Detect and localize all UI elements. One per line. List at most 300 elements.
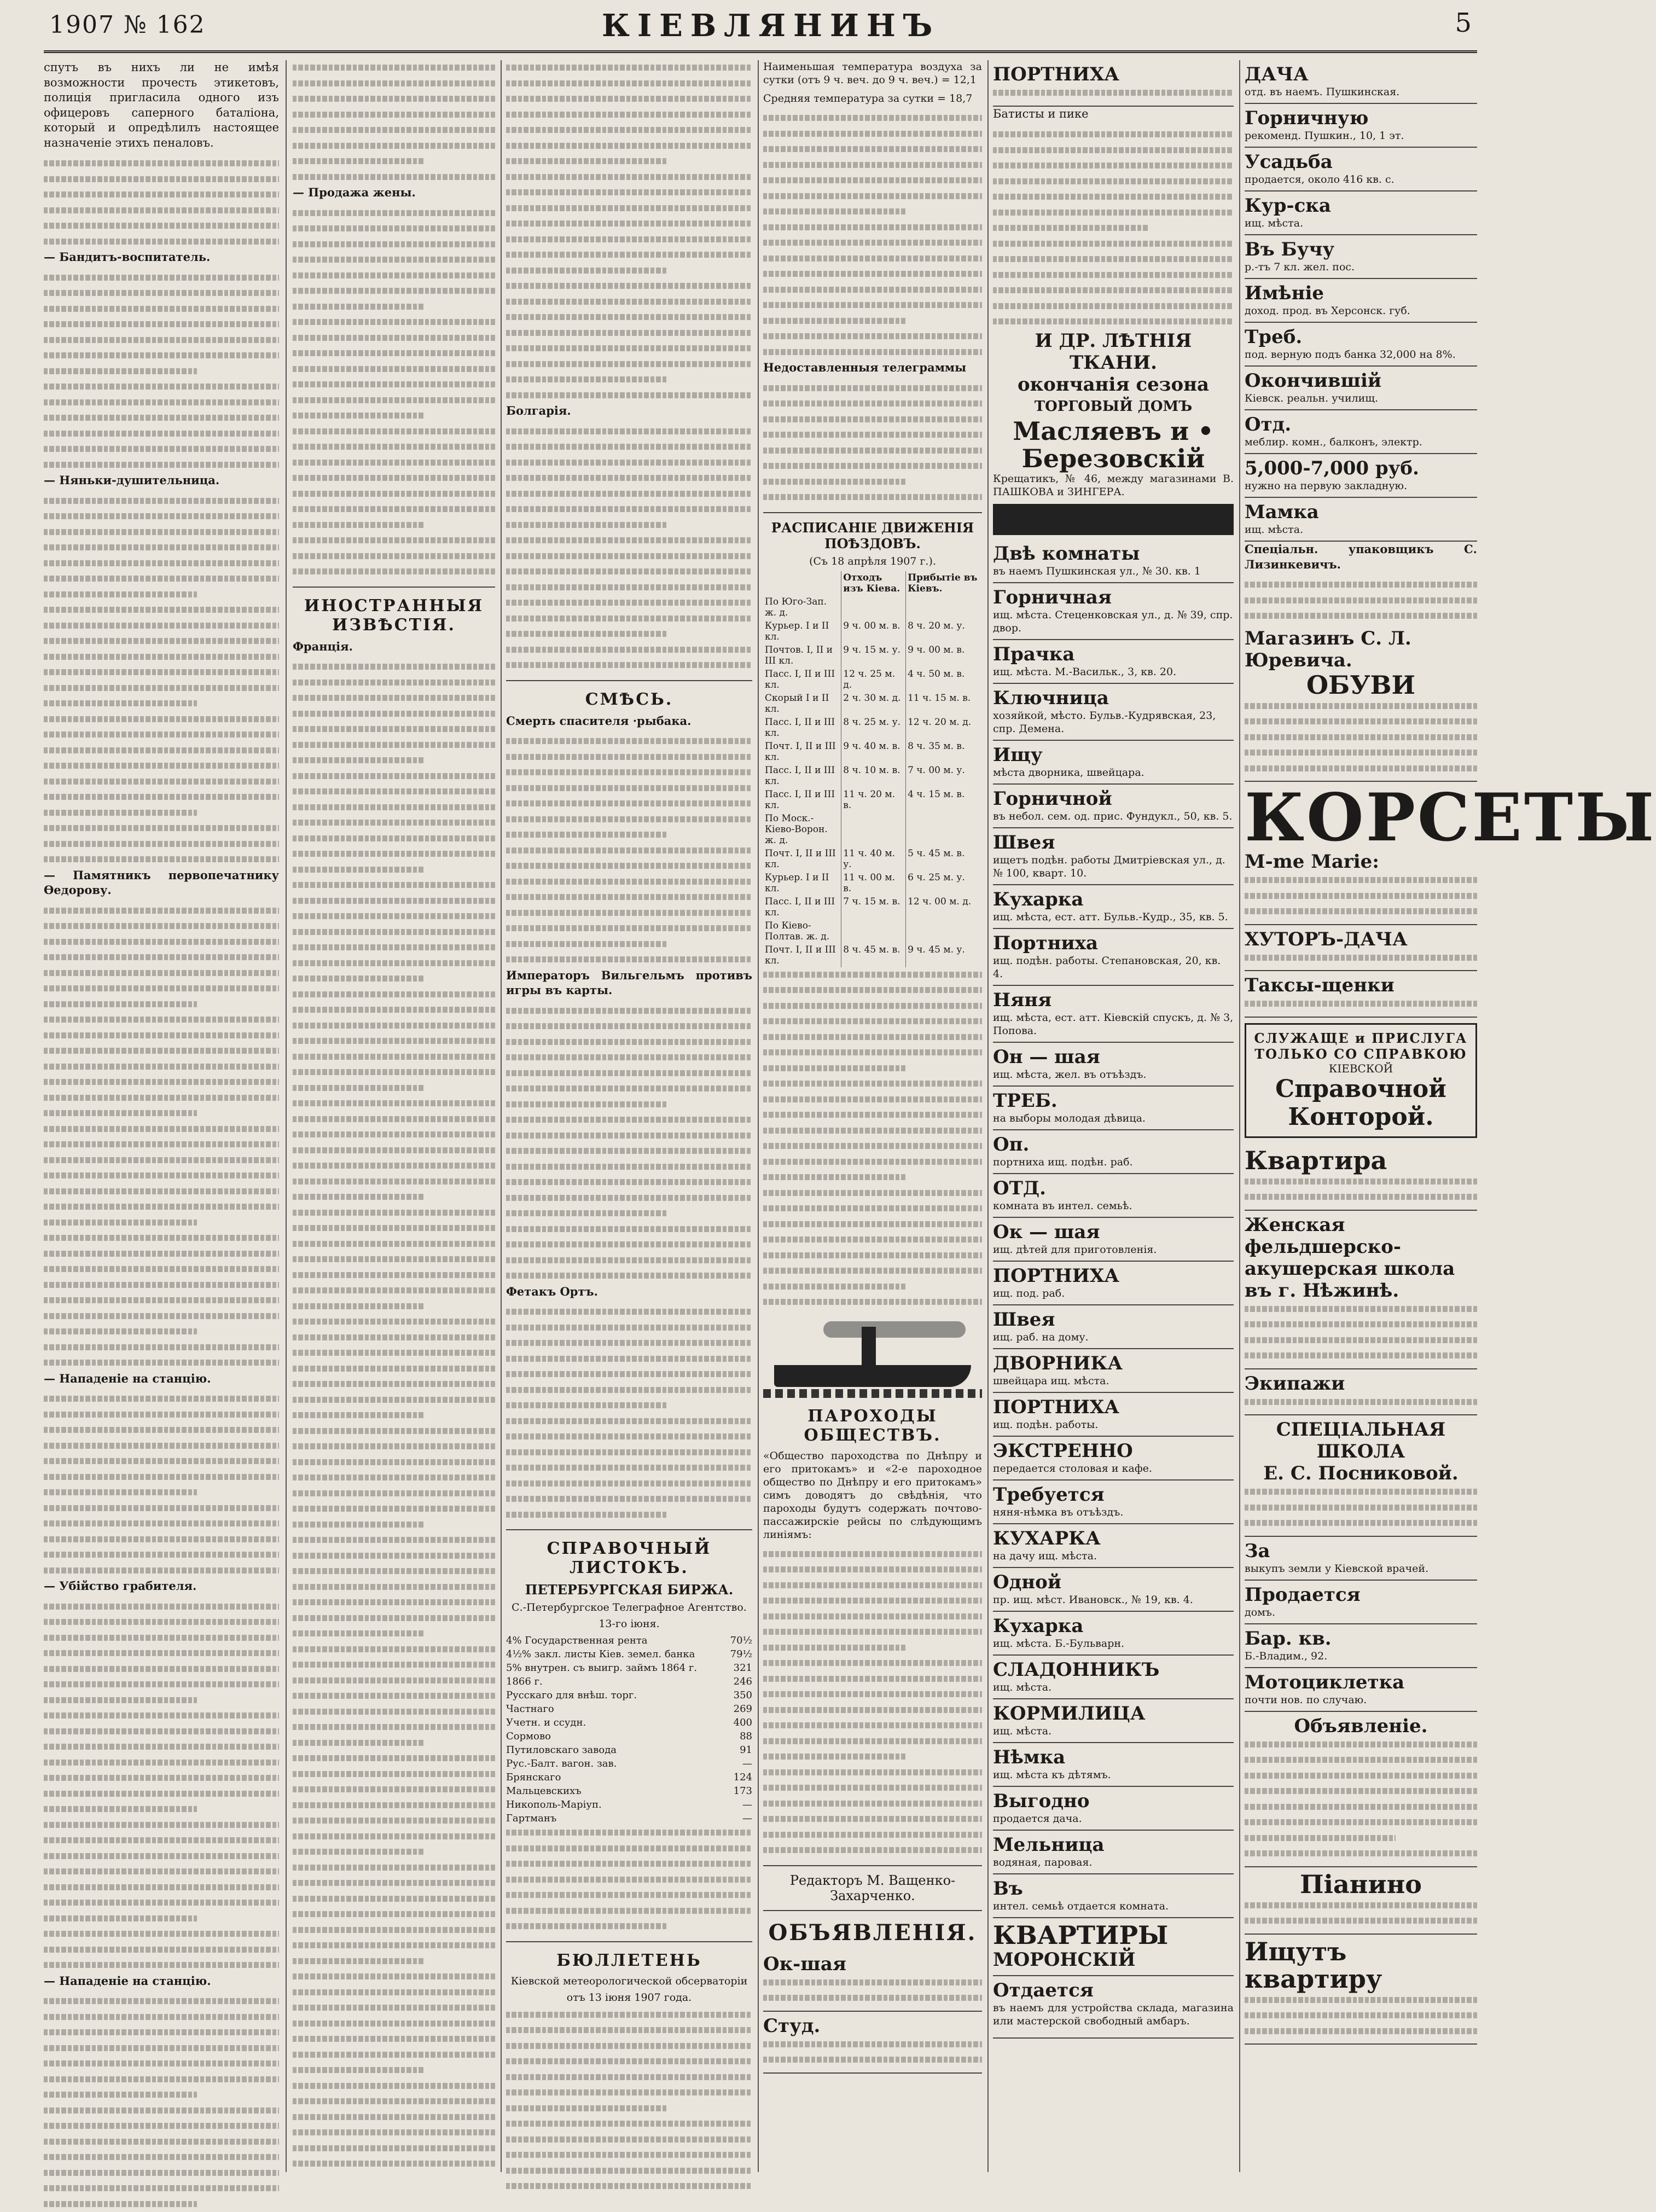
text-line bbox=[506, 1398, 752, 1414]
timetable-cell: 9 ч. 40 м. в. bbox=[841, 740, 906, 764]
classified-ad bbox=[993, 1437, 1234, 1481]
ad-text: швейцара ищ. мѣста. bbox=[993, 1374, 1234, 1387]
stock-row bbox=[506, 1743, 752, 1757]
text-line bbox=[44, 156, 279, 172]
text-line bbox=[763, 251, 982, 267]
text-line bbox=[44, 919, 279, 934]
classified-ad bbox=[993, 539, 1234, 583]
ad-list bbox=[1245, 1537, 1477, 1712]
ad-title: Бар. кв. bbox=[1245, 1628, 1477, 1650]
text-line bbox=[44, 852, 279, 868]
section-heading: СМѢСЬ. bbox=[506, 690, 752, 709]
text-line bbox=[763, 1593, 982, 1609]
service-line: Справочной Конторой. bbox=[1252, 1075, 1470, 1131]
classified-ad bbox=[1245, 148, 1477, 191]
text-line bbox=[44, 2056, 279, 2072]
text-line bbox=[993, 158, 1234, 174]
text-line bbox=[293, 518, 495, 533]
timetable-cell bbox=[906, 919, 982, 943]
text-line bbox=[763, 235, 982, 251]
meteo-date: отъ 13 іюня 1907 года. bbox=[506, 1991, 752, 2004]
text-line bbox=[506, 1919, 752, 1935]
ad-title: Студ. bbox=[763, 2015, 982, 2037]
text-line bbox=[44, 426, 279, 442]
text-line bbox=[293, 1923, 495, 1938]
classified-ad bbox=[1245, 1624, 1477, 1668]
text-line bbox=[44, 1599, 279, 1615]
section-rule bbox=[293, 587, 495, 588]
ad-text: интел. семьѣ отдается комната. bbox=[993, 1900, 1234, 1913]
timetable-cell bbox=[906, 595, 982, 619]
ad-text: под. верную подъ банка 32,000 на 8%. bbox=[1245, 348, 1477, 361]
article-heading: Императоръ Вильгельмъ противъ игры въ карты. bbox=[506, 968, 752, 998]
ads-column-5 bbox=[993, 60, 1234, 2172]
text-line bbox=[506, 2116, 752, 2132]
text-line bbox=[44, 1615, 279, 1630]
text-line bbox=[763, 474, 982, 490]
timetable-row bbox=[763, 919, 982, 943]
text-line bbox=[293, 753, 495, 769]
text-line bbox=[506, 1268, 752, 1284]
text-line bbox=[993, 283, 1234, 299]
text-line bbox=[293, 1720, 495, 1735]
stock-name: 4% Государственная рента bbox=[506, 1634, 648, 1647]
ad-title: Горничную bbox=[1245, 107, 1477, 129]
ad-title: За bbox=[1245, 1540, 1477, 1562]
ad-text: мѣста дворника, швейцара. bbox=[993, 766, 1234, 779]
timetable-cell: 11 ч. 20 м. в. bbox=[841, 788, 906, 812]
text-line bbox=[293, 1486, 495, 1502]
ad-title: КОРСЕТЫ bbox=[1245, 785, 1477, 851]
text-line bbox=[763, 1687, 982, 1703]
ad-title: Таксы-щенки bbox=[1245, 974, 1477, 996]
column-divider bbox=[987, 60, 989, 2172]
text-line bbox=[293, 154, 495, 170]
classified-ad bbox=[1245, 1668, 1477, 1712]
text-line bbox=[1245, 745, 1477, 761]
timetable-cell: Почт. I, II и III кл. bbox=[763, 943, 841, 967]
section-rule bbox=[506, 1941, 752, 1942]
text-line bbox=[506, 1019, 752, 1035]
timetable-cell: 5 ч. 45 м. в. bbox=[906, 847, 982, 871]
stock-row bbox=[506, 1784, 752, 1798]
newspaper-title: КІЕВЛЯНИНЪ bbox=[602, 8, 940, 44]
stock-name: Никополь-Маріуп. bbox=[506, 1798, 602, 1812]
text-line bbox=[763, 1186, 982, 1201]
text-line bbox=[44, 1942, 279, 1958]
text-line bbox=[293, 2063, 495, 2079]
text-line bbox=[293, 1673, 495, 1689]
ad-title: СПЕЦІАЛЬНАЯ ШКОЛА bbox=[1245, 1419, 1477, 1462]
ad-title: 5,000-7,000 руб. bbox=[1245, 457, 1477, 479]
text-line bbox=[763, 1671, 982, 1687]
classified-ad bbox=[993, 1568, 1234, 1612]
text-line bbox=[293, 1517, 495, 1533]
article-text: спутъ въ нихъ ли не имѣя возможности прочесть этикетовъ, полиція пригласила одного изъ офицеровъ саперного баталіона, который и опредѣлилъ настоящее назначеніе этихъ пеналовъ. bbox=[44, 60, 279, 150]
section-heading: СПРАВОЧНЫЙ ЛИСТОКЪ. bbox=[506, 1539, 752, 1577]
text-line bbox=[763, 2037, 982, 2053]
text-line bbox=[44, 556, 279, 572]
text-line bbox=[293, 1392, 495, 1408]
stock-row bbox=[506, 1812, 752, 1825]
text-line bbox=[44, 317, 279, 333]
text-line bbox=[293, 283, 495, 299]
ad-text: ищетъ подѣн. работы Дмитріевская ул., д. № 100, кварт. 10. bbox=[993, 854, 1234, 880]
text-block bbox=[1245, 1898, 1477, 1929]
text-line bbox=[293, 1314, 495, 1330]
timetable-cell: Пасс. I, II и III кл. bbox=[763, 895, 841, 919]
text-line bbox=[506, 357, 752, 373]
text-line bbox=[293, 1299, 495, 1315]
text-line bbox=[44, 2041, 279, 2057]
stock-name: Брянскаго bbox=[506, 1770, 561, 1784]
text-line bbox=[506, 1191, 752, 1206]
timetable-row bbox=[763, 643, 982, 667]
text-line bbox=[506, 424, 752, 440]
text-line bbox=[1245, 1846, 1477, 1862]
text-line bbox=[293, 1283, 495, 1299]
ad-title: Окончившій bbox=[1245, 370, 1477, 392]
ad-title: Квартира bbox=[1245, 1147, 1477, 1174]
country-heading: Франція. bbox=[293, 639, 495, 654]
text-line bbox=[44, 2087, 279, 2103]
text-line bbox=[293, 1174, 495, 1190]
header-rule bbox=[44, 50, 1477, 53]
text-line bbox=[44, 2010, 279, 2025]
text-line bbox=[293, 315, 495, 330]
agency-name: С.-Петербургское Телеграфное Агентство. bbox=[506, 1601, 752, 1614]
text-line bbox=[506, 2163, 752, 2179]
text-line bbox=[506, 1841, 752, 1857]
text-line bbox=[763, 458, 982, 474]
text-line bbox=[506, 858, 752, 874]
text-line bbox=[44, 2165, 279, 2181]
text-block bbox=[1245, 1993, 1477, 2040]
ad-title: КВАРТИРЫ bbox=[993, 1921, 1234, 1949]
text-line bbox=[44, 1786, 279, 1802]
text-line bbox=[44, 587, 279, 603]
text-line bbox=[293, 1034, 495, 1049]
text-line bbox=[293, 2141, 495, 2157]
text-line bbox=[293, 1189, 495, 1205]
text-line bbox=[506, 595, 752, 611]
ad-text: ищ. подѣн. работы. Степановская, 20, кв. 4. bbox=[993, 954, 1234, 980]
timetable-cell bbox=[841, 919, 906, 943]
text-line bbox=[1245, 1799, 1477, 1815]
text-line bbox=[1245, 2008, 1477, 2024]
classified-ad bbox=[993, 1262, 1234, 1305]
text-line bbox=[993, 127, 1234, 143]
text-line bbox=[293, 1049, 495, 1065]
ad-text: въ небол. сем. од. прис. Фундукл., 50, кв. 5. bbox=[993, 810, 1234, 823]
text-line bbox=[763, 204, 982, 220]
text-line bbox=[763, 1765, 982, 1781]
text-line bbox=[506, 1872, 752, 1888]
text-line bbox=[1245, 1898, 1477, 1914]
text-line bbox=[293, 2000, 495, 2016]
classified-ad bbox=[993, 583, 1234, 640]
text-line bbox=[506, 2023, 752, 2039]
text-line bbox=[293, 784, 495, 800]
text-line bbox=[293, 1345, 495, 1361]
article-heading: Недоставленныя телеграммы bbox=[763, 360, 982, 375]
ad-text: въ наемъ для устройства склада, магазина или мастерской свободный амбаръ. bbox=[993, 2001, 1234, 2028]
text-line bbox=[44, 1864, 279, 1880]
text-line bbox=[1245, 761, 1477, 777]
ad-address: Крещатикъ, № 46, между магазинами В. ПАШКОВА и ЗИНГЕРА. bbox=[993, 472, 1234, 498]
text-block bbox=[1245, 699, 1477, 777]
text-line bbox=[506, 278, 752, 294]
text-line bbox=[44, 981, 279, 997]
text-line bbox=[1245, 1317, 1477, 1333]
ad-text: ищ. мѣста. Б.-Бульварн. bbox=[993, 1637, 1234, 1650]
text-line bbox=[1245, 1302, 1477, 1317]
text-line bbox=[44, 1012, 279, 1028]
stock-row bbox=[506, 1770, 752, 1784]
text-line bbox=[293, 815, 495, 831]
timetable-cell: 11 ч. 40 м. у. bbox=[841, 847, 906, 871]
text-line bbox=[44, 1075, 279, 1090]
stock-value: 70½ bbox=[730, 1634, 752, 1647]
classified-ad bbox=[1245, 498, 1477, 542]
text-line bbox=[293, 138, 495, 154]
text-block bbox=[1245, 577, 1477, 624]
ad-title: ДВОРНИКА bbox=[993, 1352, 1234, 1374]
text-line bbox=[293, 221, 495, 237]
ad-text: ищ. раб. на дому. bbox=[993, 1331, 1234, 1344]
text-line bbox=[1245, 1993, 1477, 2008]
text-line bbox=[44, 1563, 279, 1579]
timetable-cell: 9 ч. 00 м. в. bbox=[841, 619, 906, 643]
text-line bbox=[293, 439, 495, 455]
text-line bbox=[44, 1454, 279, 1470]
text-line bbox=[506, 812, 752, 828]
text-line bbox=[293, 1424, 495, 1439]
timetable-row bbox=[763, 895, 982, 919]
text-line bbox=[293, 362, 495, 378]
text-line bbox=[44, 348, 279, 364]
text-line bbox=[293, 971, 495, 987]
text-line bbox=[44, 1630, 279, 1646]
text-line bbox=[506, 1143, 752, 1159]
ad-title: Усадьба bbox=[1245, 151, 1477, 173]
text-block bbox=[763, 2037, 982, 2068]
text-line bbox=[763, 1656, 982, 1671]
text-line bbox=[763, 1248, 982, 1264]
text-line bbox=[293, 1844, 495, 1860]
text-block bbox=[763, 381, 982, 506]
text-line bbox=[1245, 1484, 1477, 1500]
text-line bbox=[44, 1355, 279, 1371]
text-line bbox=[293, 1985, 495, 2001]
ad-title: Требуется bbox=[993, 1484, 1234, 1506]
ad-text: доход. прод. въ Херсонск. губ. bbox=[1245, 304, 1477, 317]
text-line bbox=[44, 1724, 279, 1740]
timetable-row bbox=[763, 692, 982, 716]
text-line bbox=[506, 388, 752, 404]
bourse-date: 13-го іюня. bbox=[506, 1617, 752, 1630]
text-line bbox=[293, 2125, 495, 2141]
ad-title: Спеціальн. упаковщикъ С. Лизинкевичъ. bbox=[1245, 542, 1477, 572]
classified-ad bbox=[993, 741, 1234, 785]
text-line bbox=[293, 690, 495, 706]
text-line bbox=[44, 1059, 279, 1075]
ad-title: КОРМИЛИЦА bbox=[993, 1703, 1234, 1725]
timetable-cell: 6 ч. 25 м. у. bbox=[906, 871, 982, 895]
text-line bbox=[763, 1294, 982, 1310]
text-line bbox=[506, 549, 752, 565]
text-line bbox=[506, 263, 752, 279]
text-line bbox=[293, 1595, 495, 1611]
text-line bbox=[293, 940, 495, 956]
page-number: 5 bbox=[1455, 8, 1472, 38]
timetable-row bbox=[763, 740, 982, 764]
classified-ad bbox=[993, 785, 1234, 828]
text-line bbox=[506, 1445, 752, 1461]
text-line bbox=[293, 1751, 495, 1767]
text-line bbox=[44, 774, 279, 790]
text-line bbox=[293, 346, 495, 362]
text-line bbox=[763, 1624, 982, 1640]
ad-title: Треб. bbox=[1245, 326, 1477, 348]
text-block bbox=[44, 1391, 279, 1578]
stock-name: Путиловскаго завода bbox=[506, 1743, 617, 1757]
text-line bbox=[506, 765, 752, 781]
timetable-cell: 9 ч. 45 м. у. bbox=[906, 943, 982, 967]
text-line bbox=[506, 1066, 752, 1082]
ad-text: водяная, паровая. bbox=[993, 1856, 1234, 1869]
text-line bbox=[293, 1626, 495, 1642]
text-line bbox=[506, 247, 752, 263]
text-line bbox=[44, 634, 279, 649]
text-line bbox=[293, 486, 495, 502]
ad-title: Въ bbox=[993, 1878, 1234, 1900]
text-line bbox=[44, 758, 279, 774]
text-block bbox=[1245, 1302, 1477, 1364]
ad-title: Двѣ комнаты bbox=[993, 543, 1234, 565]
text-block bbox=[44, 494, 279, 868]
section-heading: ИНОСТРАННЫЯ ИЗВѢСТІЯ. bbox=[293, 596, 495, 635]
ad-text: ищ. мѣста, жел. въ отъѣздъ. bbox=[993, 1068, 1234, 1081]
text-line bbox=[44, 821, 279, 837]
text-line bbox=[44, 1262, 279, 1278]
ad-text: хозяйкой, мѣсто. Бульв.-Кудрявская, 23, спр. Демена. bbox=[993, 709, 1234, 735]
text-line bbox=[293, 2016, 495, 2032]
text-line bbox=[293, 1081, 495, 1096]
classified-ad bbox=[1245, 60, 1477, 104]
text-line bbox=[44, 301, 279, 317]
text-line bbox=[763, 1123, 982, 1139]
ad-title: Нѣмка bbox=[993, 1746, 1234, 1768]
text-line bbox=[763, 173, 982, 189]
text-line bbox=[293, 1876, 495, 1891]
text-line bbox=[293, 1704, 495, 1720]
text-line bbox=[293, 1611, 495, 1627]
steamers-heading: ПАРОХОДЫ ОБЩЕСТВЪ. bbox=[763, 1407, 982, 1445]
text-line bbox=[293, 1501, 495, 1517]
text-line bbox=[44, 442, 279, 457]
text-line bbox=[763, 1014, 982, 1030]
timetable-cell: 7 ч. 00 м. у. bbox=[906, 764, 982, 788]
service-line: ТОЛЬКО СО СПРАВКОЮ bbox=[1252, 1046, 1470, 1062]
text-line bbox=[763, 1990, 982, 2006]
text-line bbox=[506, 1035, 752, 1050]
ad-title: Объявленіе. bbox=[1245, 1715, 1477, 1737]
text-line bbox=[293, 60, 495, 76]
text-line bbox=[506, 471, 752, 486]
text-line bbox=[506, 1222, 752, 1238]
ad-title: Няня bbox=[993, 989, 1234, 1011]
text-line bbox=[763, 1061, 982, 1077]
text-line bbox=[44, 1708, 279, 1724]
text-line bbox=[44, 1547, 279, 1563]
text-line bbox=[293, 878, 495, 893]
text-line bbox=[763, 1796, 982, 1812]
text-line bbox=[293, 502, 495, 518]
timetable-cell: 4 ч. 50 м. в. bbox=[906, 667, 982, 692]
text-line bbox=[44, 2150, 279, 2165]
text-line bbox=[506, 486, 752, 502]
text-block bbox=[993, 85, 1234, 101]
text-line bbox=[44, 1246, 279, 1262]
text-block bbox=[44, 270, 279, 473]
text-line bbox=[44, 1516, 279, 1532]
text-line bbox=[293, 987, 495, 1003]
timetable-cell bbox=[841, 812, 906, 847]
ad-title: СЛАДОННИКЪ bbox=[993, 1659, 1234, 1681]
text-block bbox=[506, 424, 752, 674]
timetable-cell: Пасс. I, II и III кл. bbox=[763, 667, 841, 692]
text-line bbox=[44, 2103, 279, 2119]
text-block bbox=[44, 156, 279, 249]
text-line bbox=[993, 143, 1234, 159]
text-line bbox=[44, 1423, 279, 1438]
ad-banner bbox=[993, 504, 1234, 535]
timetable-row bbox=[763, 764, 982, 788]
timetable-cell: По Кіево-Полтав. ж. д. bbox=[763, 919, 841, 943]
text-block bbox=[763, 1975, 982, 2006]
text-line bbox=[763, 1640, 982, 1656]
ad-text: отд. въ наемъ. Пушкинская. bbox=[1245, 85, 1477, 98]
stock-name: 5% внутрен. съ выигр. займъ 1864 г. bbox=[506, 1661, 697, 1675]
text-line bbox=[293, 330, 495, 346]
text-line bbox=[44, 2181, 279, 2197]
text-line bbox=[293, 107, 495, 123]
timetable-cell: 12 ч. 20 м. д. bbox=[906, 716, 982, 740]
stock-name: Сормово bbox=[506, 1729, 551, 1743]
article-heading: — Убійство грабителя. bbox=[44, 1578, 279, 1594]
stock-value: 400 bbox=[734, 1716, 752, 1729]
ad-title: Экипажи bbox=[1245, 1373, 1477, 1395]
text-line bbox=[44, 187, 279, 203]
temp-note: Наименьшая температура воздуха за сутки (отъ 9 ч. веч. до 9 ч. веч.) = 12,1 bbox=[763, 60, 982, 86]
stock-value: 91 bbox=[740, 1743, 752, 1757]
page-header bbox=[44, 0, 1477, 55]
timetable-cell: Почт. I, II и III кл. bbox=[763, 740, 841, 764]
text-line bbox=[763, 111, 982, 126]
text-block bbox=[763, 111, 982, 360]
timetable-cell: Пасс. I, II и III кл. bbox=[763, 788, 841, 812]
text-line bbox=[1245, 1831, 1477, 1847]
ad-text: ищ. мѣста. bbox=[993, 1725, 1234, 1738]
text-line bbox=[506, 1903, 752, 1919]
classified-ad bbox=[1245, 191, 1477, 235]
ad-title: Мельница bbox=[993, 1834, 1234, 1856]
text-block bbox=[44, 903, 279, 1371]
text-line bbox=[293, 252, 495, 268]
text-line bbox=[506, 1414, 752, 1430]
text-line bbox=[1245, 2024, 1477, 2040]
